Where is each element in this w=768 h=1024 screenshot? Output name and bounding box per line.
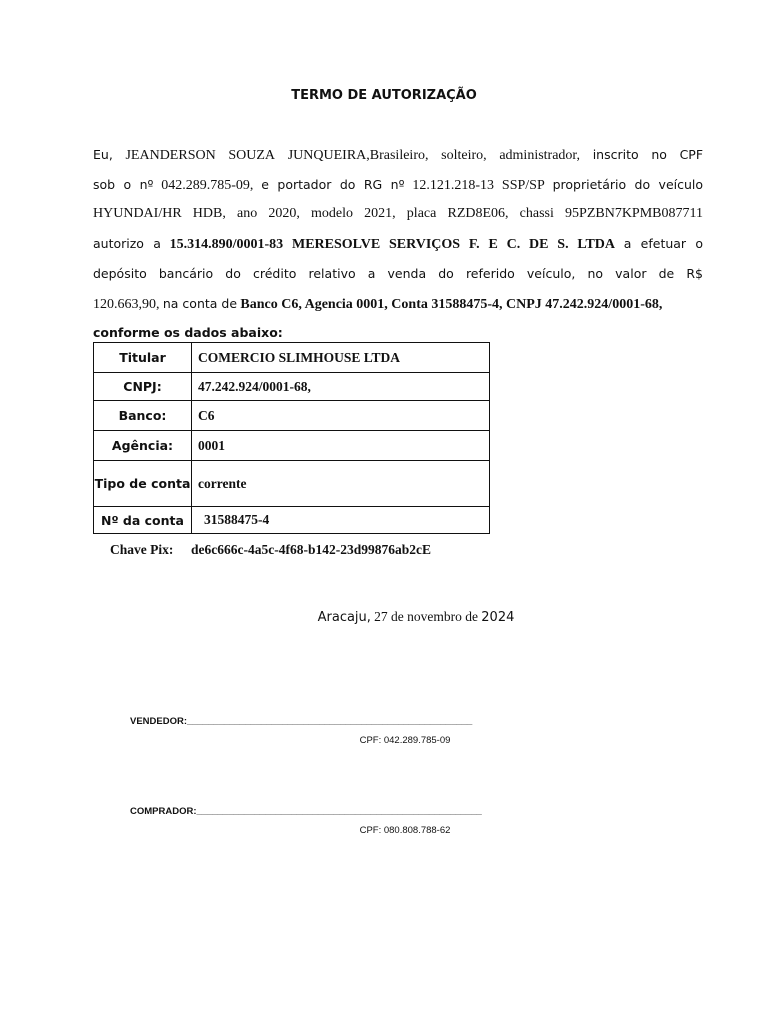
table-row	[94, 461, 490, 507]
text-segment: solteiro,	[441, 148, 487, 163]
table-row	[94, 431, 490, 461]
text-segment: inscrito	[592, 147, 639, 162]
paragraph-line-3: HYUNDAI/HR HDB, ano 2020, modelo 2021, placa RZD8E06, chassi 95PZBN7KPMB087711	[93, 206, 703, 221]
text-segment: na conta de	[162, 296, 238, 311]
company-name: 15.314.890/0001-83 MERESOLVE SERVIÇOS F. E C. DE S. LTDA	[169, 237, 616, 252]
place-date	[0, 609, 768, 625]
table-row	[94, 507, 490, 534]
date-city: Aracaju,	[317, 610, 371, 625]
amount-value: 120.663,90,	[93, 297, 160, 312]
row-label: Nº da conta	[94, 507, 192, 534]
paragraph-line-2	[93, 177, 703, 194]
document-title: TERMO DE AUTORIZAÇÃO	[291, 88, 477, 103]
paragraph-line-5: depósito bancário do crédito relativo a venda do referido veículo, no valor de R$	[93, 266, 703, 281]
text-segment: JUNQUEIRA,Brasileiro,	[287, 148, 429, 163]
row-value: COMERCIO SLIMHOUSE LTDA	[192, 343, 490, 373]
text-segment: sob o nº	[93, 177, 154, 192]
text-segment: administrador,	[499, 148, 581, 163]
text-segment: autorizo a	[93, 236, 161, 251]
row-value: 31588475-4	[192, 507, 490, 534]
account-details: Banco C6, Agencia 0001, Conta 31588475-4, CNPJ 47.242.924/0001-68,	[240, 297, 663, 312]
buyer-label: COMPRADOR:	[130, 806, 197, 817]
row-value: corrente	[192, 461, 490, 507]
table-row	[94, 401, 490, 431]
text-segment: JEANDERSON	[125, 148, 216, 163]
row-value: 0001	[192, 431, 490, 461]
row-value: C6	[192, 401, 490, 431]
row-label: CNPJ:	[94, 373, 192, 401]
text-segment: CPF	[679, 147, 704, 162]
buyer-signature-line	[130, 806, 482, 817]
paragraph-line-1	[93, 147, 703, 164]
row-label: Titular	[94, 343, 192, 373]
text-segment: e portador do RG nº	[261, 177, 405, 192]
paragraph-line-4	[93, 236, 703, 253]
row-value: 47.242.924/0001-68,	[192, 373, 490, 401]
bank-details-table	[93, 342, 490, 534]
date-day-month: 27 de novembro de	[374, 609, 479, 624]
seller-cpf: CPF: 042.289.785-09	[359, 735, 451, 746]
text-segment: SOUZA	[228, 148, 276, 163]
paragraph-line-7: conforme os dados abaixo:	[93, 325, 283, 340]
table-row	[94, 373, 490, 401]
text-segment: a efetuar o	[623, 236, 704, 251]
pix-key: de6c666c-4a5c-4f68-b142-23d99876ab2cE	[191, 542, 431, 557]
buyer-cpf: CPF: 080.808.788-62	[359, 825, 451, 836]
rg-number: 12.121.218-13 SSP/SP	[412, 178, 545, 193]
text-segment: no	[651, 147, 667, 162]
pix-label: Chave Pix:	[110, 542, 174, 557]
row-label: Banco:	[94, 401, 192, 431]
cpf-number: 042.289.785-09,	[161, 178, 254, 193]
text-segment: proprietário do veículo	[552, 177, 704, 192]
text-segment: Eu,	[93, 147, 113, 162]
signature-blank: ______________________________________________________	[187, 716, 473, 727]
date-year: 2024	[481, 610, 515, 625]
signature-blank: ______________________________________________________	[196, 806, 482, 817]
table-row	[94, 343, 490, 373]
row-label: Agência:	[94, 431, 192, 461]
seller-label: VENDEDOR:	[130, 716, 188, 727]
paragraph-line-6	[93, 296, 703, 313]
seller-signature-line	[130, 716, 472, 727]
row-label: Tipo de conta	[94, 461, 192, 507]
